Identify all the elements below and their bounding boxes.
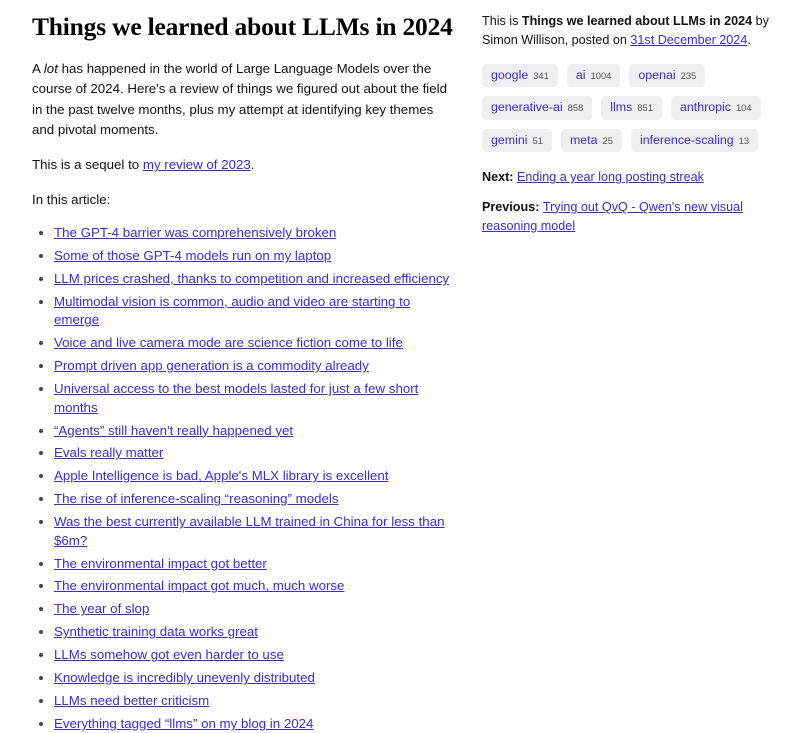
table-of-contents	[32, 224, 458, 733]
toc-link[interactable]: The GPT-4 barrier was comprehensively broken	[54, 225, 337, 241]
post-date-link[interactable]: 31st December 2024	[630, 32, 748, 47]
toc-link[interactable]: The year of slop	[54, 601, 150, 617]
next-label: Next:	[482, 170, 517, 184]
post-meta	[482, 12, 786, 50]
list-item	[54, 422, 458, 440]
tag-google[interactable]	[482, 64, 558, 87]
tag-label: gemini	[491, 132, 528, 147]
toc-link[interactable]: Voice and live camera mode are science fiction come to life	[54, 335, 403, 351]
toc-link[interactable]: Was the best currently available LLM trained in China for less than $6m?	[54, 514, 445, 548]
tag-label: inference-scaling	[639, 132, 734, 147]
tag-count: 235	[680, 69, 697, 81]
tag-count: 104	[735, 102, 752, 114]
tag-count: 13	[738, 134, 750, 146]
toc-link[interactable]: Everything tagged “llms” on my blog in 2024	[54, 716, 314, 732]
list-item	[54, 357, 458, 375]
toc-link[interactable]: Apple Intelligence is bad, Apple's MLX library is excellent	[54, 468, 389, 484]
in-this-article-label: In this article:	[32, 191, 111, 207]
list-item	[54, 490, 458, 508]
tag-gemini[interactable]	[482, 129, 552, 152]
list-item	[54, 467, 458, 485]
tag-label: google	[491, 67, 529, 82]
sequel-paragraph	[32, 155, 458, 176]
intro-text-after: has happened in the world of Large Language Models over the course of 2024. Here's a review of things we figured out about the field in the past twelve months, plus my attempt at identifying key themes and pivotal moments.	[32, 60, 447, 138]
tag-count: 25	[602, 134, 613, 146]
tag-label: generative-ai	[491, 100, 563, 115]
page-title: Things we learned about LLMs in 2024	[32, 12, 453, 41]
previous-label: Previous:	[482, 199, 543, 214]
list-item	[54, 577, 458, 595]
tag-label: openai	[638, 67, 676, 82]
toc-link[interactable]: LLMs somehow got even harder to use	[54, 647, 284, 663]
list-item	[54, 669, 458, 687]
list-item	[54, 623, 458, 641]
tag-count: 851	[637, 102, 653, 114]
tag-count: 51	[532, 134, 543, 146]
list-item	[54, 444, 458, 462]
previous-post-link[interactable]: Trying out QvQ - Qwen's new visual reasoning model	[482, 199, 743, 233]
toc-link[interactable]: Universal access to the best models lasted for just a few short months	[54, 381, 419, 415]
meta-suffix: .	[747, 32, 751, 47]
previous-post-nav	[482, 198, 786, 236]
tag-openai[interactable]	[629, 64, 705, 87]
meta-prefix: This is	[482, 14, 522, 28]
tag-llms[interactable]	[601, 96, 662, 119]
list-item	[54, 380, 458, 417]
tag-label: llms	[610, 100, 633, 115]
tag-anthropic[interactable]	[671, 96, 761, 119]
tag-generative-ai[interactable]	[482, 96, 592, 119]
tag-count: 341	[533, 69, 549, 81]
tag-count: 858	[567, 102, 584, 114]
tag-count: 1004	[590, 69, 612, 81]
next-post-link[interactable]: Ending a year long posting streak	[517, 170, 704, 184]
list-item	[54, 513, 458, 550]
list-item	[54, 715, 458, 733]
toc-link[interactable]: Evals really matter	[54, 445, 164, 461]
list-item	[54, 293, 458, 330]
list-item	[54, 270, 458, 288]
toc-link[interactable]: Some of those GPT-4 models run on my laptop	[54, 248, 332, 264]
list-item	[54, 247, 458, 265]
meta-byline: by Simon Willison, posted on	[482, 14, 769, 47]
toc-link[interactable]: Multimodal vision is common, audio and video are starting to emerge	[54, 294, 411, 328]
toc-link[interactable]: Synthetic training data works great	[54, 624, 258, 640]
tag-label: anthropic	[679, 100, 731, 115]
toc-link[interactable]: The environmental impact got much, much worse	[54, 578, 345, 594]
list-item	[54, 555, 458, 573]
article-intro	[32, 59, 458, 141]
toc-link[interactable]: LLMs need better criticism	[54, 693, 210, 709]
toc-link[interactable]: “Agents” still haven't really happened yet	[54, 422, 294, 438]
tag-label: ai	[575, 67, 586, 82]
list-item	[54, 600, 458, 618]
tag-ai[interactable]	[567, 64, 621, 87]
my-review-of-2023-link[interactable]: my review of 2023	[142, 157, 251, 173]
toc-link[interactable]: Prompt driven app generation is a commodity already	[54, 358, 369, 374]
tag-label: meta	[569, 132, 598, 147]
toc-link[interactable]: LLM prices crashed, thanks to competition and increased efficiency	[54, 271, 450, 287]
list-item	[54, 224, 458, 242]
tag-list	[482, 64, 772, 152]
toc-link[interactable]: Knowledge is incredibly unevenly distributed	[54, 670, 315, 686]
article-column	[0, 8, 480, 732]
toc-link[interactable]: The environmental impact got better	[54, 555, 267, 571]
tag-meta[interactable]	[561, 129, 622, 152]
next-post-nav	[482, 168, 786, 187]
sequel-prefix: This is a sequel to	[32, 157, 143, 173]
sidebar	[480, 8, 800, 529]
intro-emphasis: lot	[43, 60, 58, 76]
intro-text-before: A	[32, 60, 44, 76]
list-item	[54, 692, 458, 710]
sequel-suffix: .	[250, 157, 255, 173]
list-item	[54, 334, 458, 352]
list-item	[54, 646, 458, 664]
toc-link[interactable]: The rise of inference-scaling “reasoning” models	[54, 491, 339, 507]
meta-title: Things we learned about LLMs in 2024	[521, 14, 753, 28]
tag-inference-scaling[interactable]	[631, 129, 758, 152]
